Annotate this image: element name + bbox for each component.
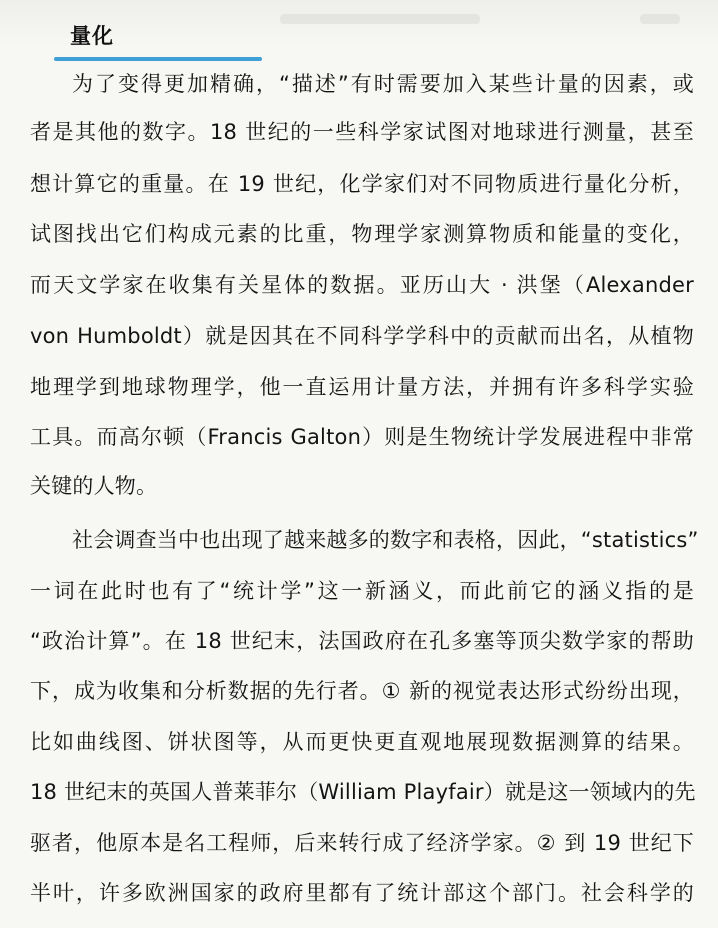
heading-underline [54, 57, 262, 61]
paragraph-2-line: 18 世纪末的英国人普莱菲尔（William Playfair）就是这一领域内的先 [30, 780, 696, 804]
paragraph-1-line: 试图找出它们构成元素的比重，物理学家测算物质和能量的变化， [30, 222, 694, 246]
paragraph-1-line: 工具。而高尔顿（Francis Galton）则是生物统计学发展进程中非常 [30, 425, 694, 449]
bleed-through-mark [640, 14, 680, 24]
paragraph-2-line: 半叶，许多欧洲国家的政府里都有了统计部这个部门。社会科学的 [30, 881, 694, 905]
paragraph-2-line: 下，成为收集和分析数据的先行者。① 新的视觉表达形式纷纷出现， [30, 679, 694, 703]
paragraph-2-line: 社会调查当中也出现了越来越多的数字和表格，因此，“statistics” [72, 528, 699, 552]
paragraph-1-line: von Humboldt）就是因其在不同科学学科中的贡献而出名，从植物 [30, 324, 694, 348]
section-heading: 量化 [70, 24, 114, 48]
paragraph-2-line: 比如曲线图、饼状图等，从而更快更直观地展现数据测算的结果。 [30, 730, 694, 754]
paragraph-1-line: 者是其他的数字。18 世纪的一些科学家试图对地球进行测量，甚至 [30, 120, 694, 144]
paragraph-1-line: 为了变得更加精确，“描述”有时需要加入某些计量的因素，或 [72, 72, 694, 96]
paragraph-2-line: 驱者，他原本是名工程师，后来转行成了经济学家。② 到 19 世纪下 [30, 831, 694, 855]
paragraph-2-line: 一词在此时也有了“统计学”这一新涵义，而此前它的涵义指的是 [30, 579, 694, 603]
paragraph-1-line: 关键的人物。 [30, 474, 158, 498]
bleed-through-mark [280, 14, 480, 24]
paragraph-1-line: 而天文学家在收集有关星体的数据。亚历山大 · 洪堡（Alexander [30, 273, 694, 297]
paragraph-1-line: 地理学到地球物理学，他一直运用计量方法，并拥有许多科学实验 [30, 375, 694, 399]
paragraph-2-line: “政治计算”。在 18 世纪末，法国政府在孔多塞等顶尖数学家的帮助 [30, 629, 694, 653]
paragraph-1-line: 想计算它的重量。在 19 世纪，化学家们对不同物质进行量化分析， [30, 172, 694, 196]
